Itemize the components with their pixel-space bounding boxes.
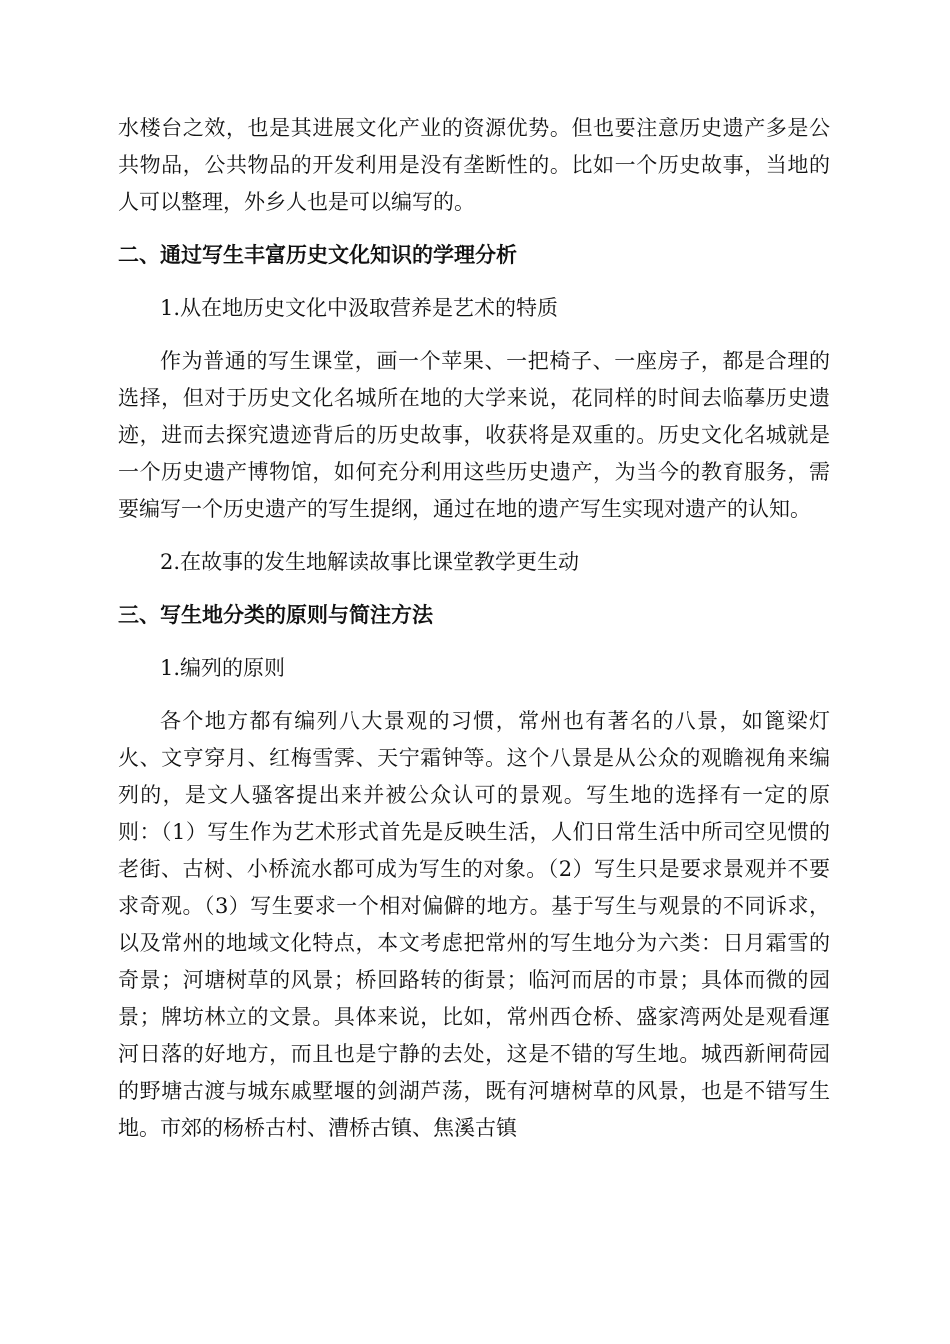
section2-heading: 二、通过写生丰富历史文化知识的学理分析 [118, 243, 517, 267]
section2-subheading-2: 2.在故事的发生地解读故事比课堂教学更生动 [160, 550, 580, 574]
section3-paragraph-1: 各个地方都有编列八大景观的习惯，常州也有著名的八景，如篦梁灯火、文亨穿月、红梅雪霁、天宁霜钟等。这个八景是从公众的观瞻视角来编列的，是文人骚客提出来并被公众认可的景观。写生地的选择有一定的原则：（1）写生作为艺术形式首先是反映生活，人们日常生活中所司空见惯的老街、古树、小桥流水都可成为写生的对象。（2）写生只是要求景观并不要求奇观。（3）写生要求一个相对偏僻的地方。基于写生与观景的不同诉求，以及常州的地域文化特点，本文考虑把常州的写生地分为六类：日月霜雪的奇景；河塘树草的风景；桥回路转的街景；临河而居的市景；具体而微的园景；牌坊林立的文景。具体来说，比如，常州西仓桥、盛家湾两处是观看運河日落的好地方，而且也是宁静的去处，这是不错的写生地。城西新闸荷园的野塘古渡与城东戚墅堰的剑湖芦荡，既有河塘树草的风景，也是不错写生地。市郊的杨桥古村、漕桥古镇、焦溪古镇 [118, 709, 830, 1140]
section2-subheading-1: 1.从在地历史文化中汲取营养是艺术的特质 [160, 296, 559, 320]
section3-heading: 三、写生地分类的原则与简注方法 [118, 603, 433, 627]
document-page [118, 110, 830, 1147]
section3-subheading-1: 1.编列的原则 [160, 656, 286, 680]
intro-paragraph: 水楼台之效，也是其进展文化产业的资源优势。但也要注意历史遗产多是公共物品，公共物品的开发利用是没有垄断性的。比如一个历史故事，当地的人可以整理，外乡人也是可以编写的。 [118, 116, 830, 214]
section2-paragraph-1: 作为普通的写生课堂，画一个苹果、一把椅子、一座房子，都是合理的选择，但对于历史文化名城所在地的大学来说，花同样的时间去临摹历史遗迹，进而去探究遗迹背后的历史故事，收获将是双重的。历史文化名城就是一个历史遗产博物馆，如何充分利用这些历史遗产，为当今的教育服务，需要编写一个历史遗产的写生提纲，通过在地的遗产写生实现对遗产的认知。 [118, 349, 830, 521]
